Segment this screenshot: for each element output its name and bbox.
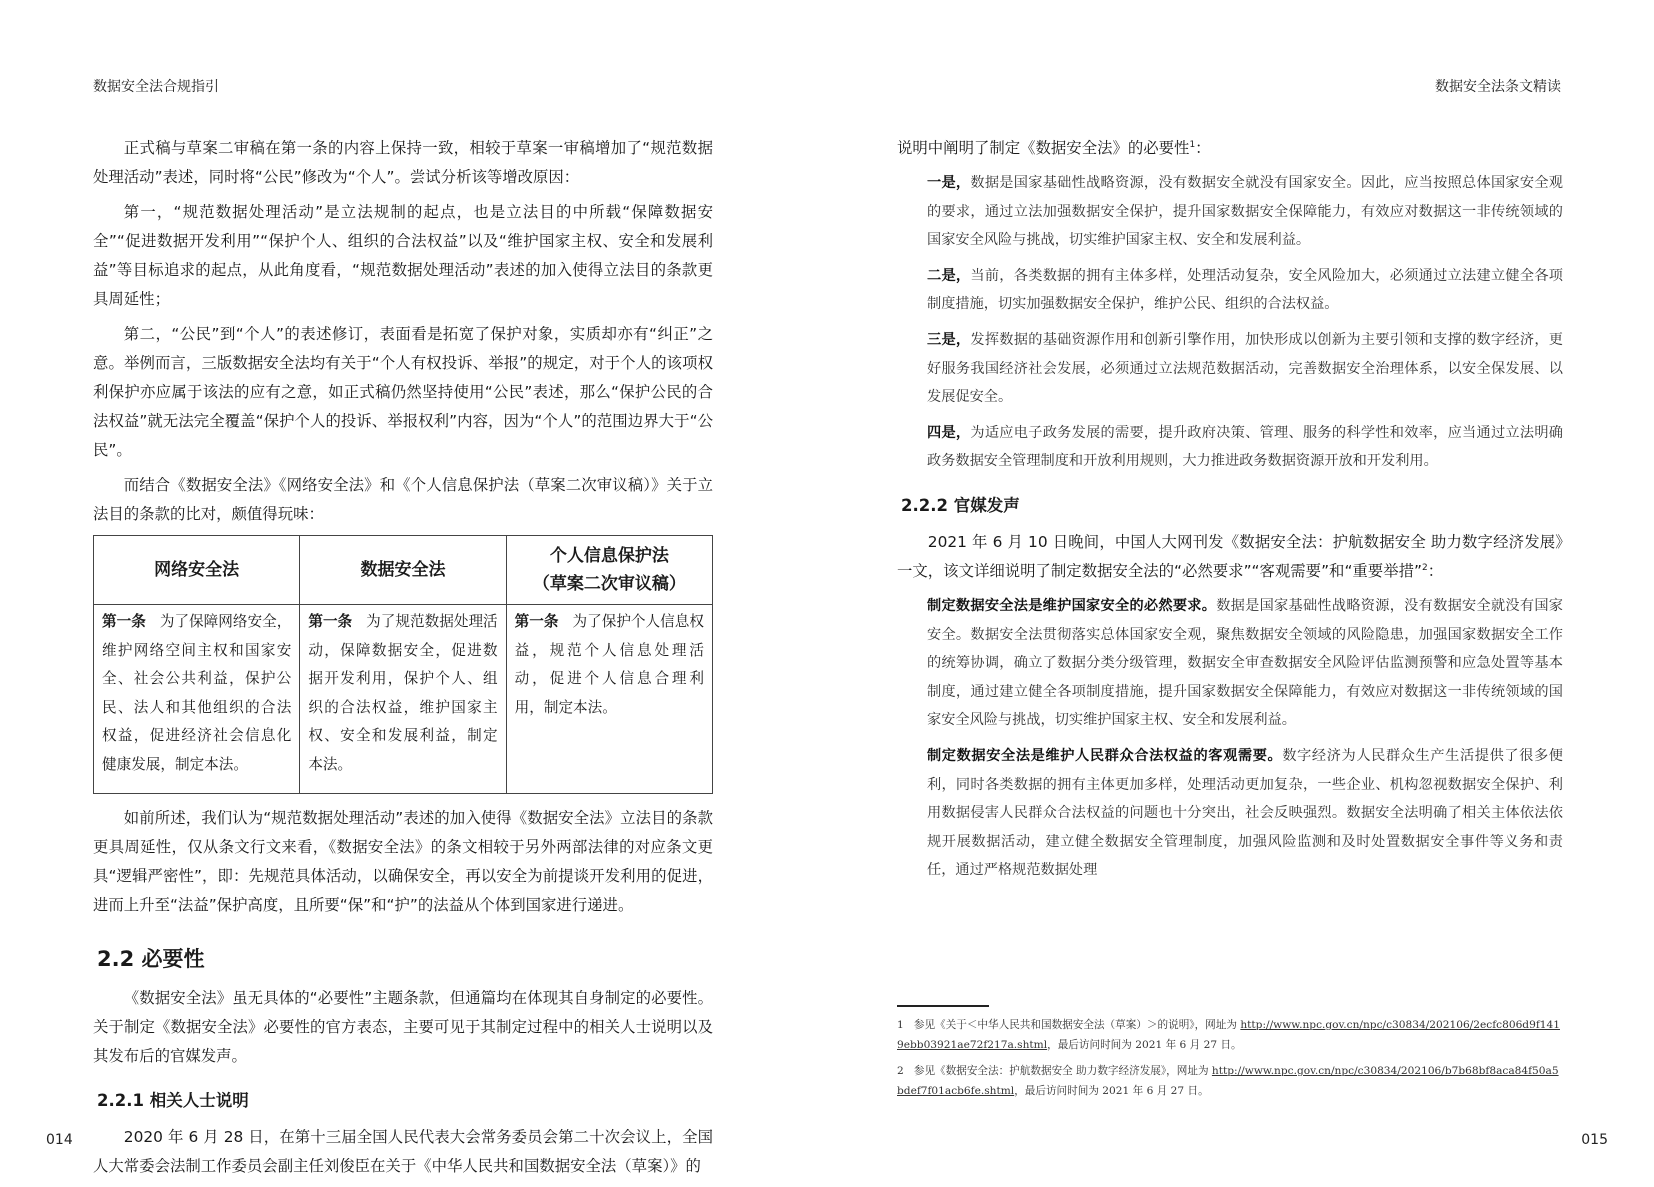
paragraph: 正式稿与草案二审稿在第一条的内容上保持一致，相较于草案一审稿增加了“规范数据处理活动”表述，同时将“公民”修改为“个人”。尝试分析该等增改原因：: [93, 139, 713, 186]
quote-paragraph: [927, 169, 1563, 255]
table-cell-pipl: [506, 605, 712, 794]
footnote-text-tail: ，最后访问时间为 2021 年 6 月 27 日。: [1014, 1085, 1209, 1097]
paragraph: [897, 134, 1563, 163]
quote-text: 为适应电子政务发展的需要，提升政府决策、管理、服务的科学性和效率，应当通过立法明确政务数据安全管理制度和开放利用规则，大力推进政务数据资源开放和开发利用。: [927, 424, 1563, 470]
article-text: 为了规范数据处理活动，保障数据安全，促进数据开发利用，保护个人、组织的合法权益，维护国家主权、安全和发展利益，制定本法。: [308, 613, 498, 773]
footnote-ref-2[interactable]: 2: [1421, 562, 1428, 573]
footnote-text: 参见《关于＜中华人民共和国数据安全法（草案）＞的说明》，网址为: [913, 1019, 1241, 1031]
footnote-text: 参见《数据安全法：护航数据安全 助力数字经济发展》，网址为: [913, 1065, 1212, 1077]
section-heading-2-2-2: 2.2.2 官媒发声: [901, 495, 1020, 515]
paragraph: 《数据安全法》虽无具体的“必要性”主题条款，但通篇均在体现其自身制定的必要性。关于制定《数据安全法》必要性的官方表态，主要可见于其制定过程中的相关人士说明以及其发布后的官媒发声。: [93, 989, 713, 1065]
footnote-ref-1[interactable]: 1: [1189, 139, 1196, 150]
article-number: 第一条: [102, 613, 146, 630]
table-header-pipl-line2: （草案二次审议稿）: [532, 574, 686, 594]
quote-text: 数据是国家基础性战略资源，没有数据安全就没有国家安全。因此，应当按照总体国家安全观的要求，通过立法加强数据安全保护，提升国家数据安全保障能力，有效应对数据这一非传统领域的国家安全风险与挑战，切实维护国家主权、安全和发展利益。: [927, 175, 1563, 249]
quote-paragraph: [927, 262, 1563, 319]
footnote-link[interactable]: http://www.npc.gov.cn/npc/c30834/202106/2ecfc806d9f1419ebb03921ae72f217a.shtml: [897, 1019, 1560, 1051]
section-heading-2-2: 2.2 必要性: [97, 947, 205, 971]
quote-lead: 一是，: [927, 175, 971, 191]
right-body: [897, 134, 1563, 892]
quote-lead: 四是，: [927, 424, 971, 441]
right-page: [827, 0, 1654, 1181]
footnote-number: 1: [897, 1019, 904, 1031]
paragraph: 2020 年 6 月 28 日，在第十三届全国人民代表大会常务委员会第二十次会议上，全国人大常委会法制工作委员会副主任刘俊臣在关于《中华人民共和国数据安全法（草案）》的: [93, 1128, 713, 1175]
footnote-1: [897, 1015, 1563, 1055]
footnote-number: 2: [897, 1065, 904, 1077]
paragraph: 如前所述，我们认为“规范数据处理活动”表述的加入使得《数据安全法》立法目的条款更具周延性，仅从条文行文来看，《数据安全法》的条文相较于另外两部法律的对应条文更具“逻辑严密性”，即：先规范具体活动，以确保安全，再以安全为前提谈开发利用的促进，进而上升至“法益”保护高度，且所要“保”和“护”的法益从个体到国家进行递进。: [93, 809, 713, 914]
article-text: 为了保障网络安全，维护网络空间主权和国家安全、社会公共利益，保护公民、法人和其他组织的合法权益，促进经济社会信息化健康发展，制定本法。: [102, 613, 292, 773]
paragraph-text: 说明中阐明了制定《数据安全法》的必要性: [897, 139, 1190, 157]
section-heading-2-2-1: 2.2.1 相关人士说明: [97, 1091, 249, 1110]
paragraph-tail: ：: [1195, 139, 1211, 157]
left-body: [93, 134, 713, 1187]
footnotes: [897, 1015, 1563, 1107]
paragraph: 第二，“公民”到“个人”的表述修订，表面看是拓宽了保护对象，实质却亦有“纠正”之意。举例而言，三版数据安全法均有关于“个人有权投诉、举报”的规定，对于个人的该项权利保护亦应属于该法的应有之意，如正式稿仍然坚持使用“公民”表述，那么“保护公民的合法权益”就无法完全覆盖“保护个人的投诉、举报权利”内容，因为“个人”的范围边界大于“公民”。: [93, 325, 713, 459]
quote-text: 数据是国家基础性战略资源，没有数据安全就没有国家安全。数据安全法贯彻落实总体国家安全观，聚焦数据安全领域的风险隐患，加强国家数据安全工作的统筹协调，确立了数据分类分级管理，数据安全审查数据安全风险评估监测预警和应急处置等基本制度，通过建立健全各项制度措施，提升国家数据安全保障能力，有效应对数据这一非传统领域的国家安全风险与挑战，切实维护国家主权、安全和发展利益。: [927, 597, 1563, 729]
article-number: 第一条: [308, 613, 353, 630]
quote-paragraph: [927, 419, 1563, 476]
table-cell-data-security-law: [300, 605, 506, 794]
table-header-row: [94, 536, 713, 605]
table-header-cybersecurity-law: 网络安全法: [94, 536, 300, 605]
quote-text: 发挥数据的基础资源作用和创新引擎作用，加快形成以创新为主要引领和支撑的数字经济，更好服务我国经济社会发展，必须通过立法规范数据活动，完善数据安全治理体系，以安全保发展、以发展促安全。: [927, 331, 1563, 406]
page-number-right: 015: [1581, 1132, 1608, 1148]
running-head-right: 数据安全法条文精读: [1435, 79, 1561, 95]
quote-lead: 制定数据安全法是维护国家安全的必然要求。: [927, 597, 1217, 614]
article-number: 第一条: [514, 613, 559, 630]
quote-paragraph: [927, 592, 1563, 735]
running-head-left: 数据安全法合规指引: [93, 79, 219, 95]
paragraph: 而结合《数据安全法》《网络安全法》和《个人信息保护法（草案二次审议稿）》关于立法目的条款的比对，颇值得玩味：: [93, 476, 713, 523]
footnote-link[interactable]: http://www.npc.gov.cn/npc/c30834/202106/b7b68bf8aca84f50a5bdef7f01acb6fe.shtml: [897, 1065, 1559, 1097]
footnote-text-tail: ，最后访问时间为 2021 年 6 月 27 日。: [1047, 1039, 1242, 1051]
quote-text: 数字经济为人民群众生产生活提供了很多便利，同时各类数据的拥有主体更加多样，处理活动更加复杂，一些企业、机构忽视数据安全保护、利用数据侵害人民群众合法权益的问题也十分突出，社会反映强烈。数据安全法明确了相关主体依法依规开展数据活动，建立健全数据安全管理制度，加强风险监测和及时处置数据安全事件等义务和责任，通过严格规范数据处理: [927, 747, 1563, 879]
article-text: 为了保护个人信息权益，规范个人信息处理活动，促进个人信息合理利用，制定本法。: [514, 613, 704, 716]
quote-paragraph: [927, 326, 1563, 412]
paragraph-text: 2021 年 6 月 10 日晚间，中国人大网刊发《数据安全法：护航数据安全 助力数字经济发展》一文，该文详细说明了制定数据安全法的“必然要求”“客观需要”和“重要举措”: [897, 532, 1563, 580]
paragraph: 第一，“规范数据处理活动”是立法规制的起点，也是立法目的中所载“保障数据安全”“促进数据开发利用”“保护个人、组织的合法权益”以及“维护国家主权、安全和发展利益”等目标追求的起点，从此角度看，“规范数据处理活动”表述的加入使得立法目的条款更具周延性；: [93, 203, 713, 308]
quote-text: 当前，各类数据的拥有主体多样，处理活动复杂，安全风险加大，必须通过立法建立健全各项制度措施，切实加强数据安全保护，维护公民、组织的合法权益。: [927, 267, 1563, 313]
table-header-data-security-law: 数据安全法: [300, 536, 506, 605]
footnote-2: [897, 1061, 1563, 1101]
quote-paragraph: [927, 742, 1563, 885]
paragraph: [897, 528, 1563, 586]
table-header-pipl-line1: 个人信息保护法: [549, 546, 669, 566]
quote-lead: 三是，: [927, 331, 971, 348]
table-row: [94, 605, 713, 794]
table-header-pipl: [506, 536, 712, 605]
quote-lead: 二是，: [927, 267, 971, 284]
paragraph-tail: ：: [1427, 561, 1444, 580]
page-number-left: 014: [46, 1132, 73, 1148]
left-page: [0, 0, 827, 1181]
footnote-divider: [897, 1005, 989, 1007]
comparison-table: [93, 535, 713, 794]
table-cell-cybersecurity-law: [94, 605, 300, 794]
quote-lead: 制定数据安全法是维护人民群众合法权益的客观需要。: [927, 747, 1283, 764]
